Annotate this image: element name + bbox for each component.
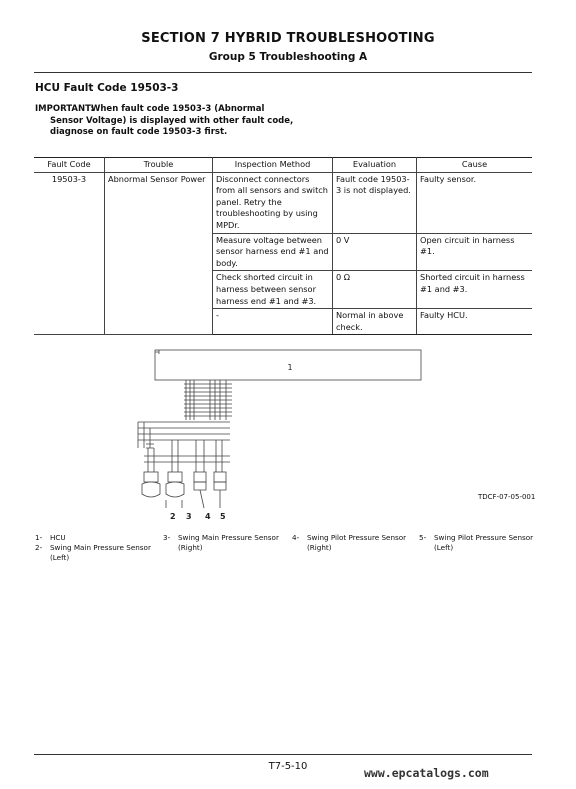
legend-text: HCU <box>50 533 66 542</box>
section-title: SECTION 7 HYBRID TROUBLESHOOTING <box>141 31 435 46</box>
wiring-diagram <box>120 344 430 524</box>
important-line-2: Sensor Voltage) is displayed with other fault code, <box>50 115 294 126</box>
table-row <box>34 172 532 233</box>
inspection-cell: Disconnect connectors from all sensors and switch panel. Retry the troubleshooting by using MPDr. <box>213 172 333 233</box>
legend-text: Swing Main Pressure Sensor <box>178 533 279 542</box>
legend-subtext: (Left) <box>50 553 70 562</box>
fault-table <box>34 157 532 335</box>
column-header: Trouble <box>105 158 213 173</box>
legend-column <box>419 533 544 553</box>
cause-cell: Open circuit in harness #1. <box>417 233 533 271</box>
sensor-3-body <box>166 482 184 497</box>
inspection-cell: Check shorted circuit in harness between sensor harness end #1 and #3. <box>213 271 333 309</box>
diagram-code: TDCF-07-05-001 <box>478 493 536 501</box>
legend-text: Swing Main Pressure Sensor <box>50 543 151 552</box>
sensor-label: 4 <box>205 512 211 521</box>
group-title: Group 5 Troubleshooting A <box>208 51 368 63</box>
cause-cell: Shorted circuit in harness #1 and #3. <box>417 271 533 309</box>
legend-subtext: (Left) <box>434 543 454 552</box>
fault-code-cell: 19503-3 <box>34 172 105 335</box>
inspection-cell: Measure voltage between sensor harness end #1 and body. <box>213 233 333 271</box>
important-line-1: When fault code 19503-3 (Abnormal <box>91 104 265 114</box>
table-header-row <box>34 158 532 173</box>
legend-number: 3- <box>163 533 171 542</box>
column-header: Fault Code <box>34 158 105 173</box>
evaluation-cell: 0 Ω <box>333 271 417 309</box>
legend-number: 5- <box>419 533 427 542</box>
important-note <box>35 104 335 139</box>
footer-divider <box>34 754 532 755</box>
page-number: T7-5-10 <box>268 761 308 772</box>
inspection-cell: - <box>213 309 333 335</box>
legend-text: Swing Pilot Pressure Sensor <box>434 533 534 542</box>
legend-column <box>163 533 288 553</box>
important-line-3: diagnose on fault code 19503-3 first. <box>50 127 228 138</box>
important-label: IMPORTANT: <box>35 104 94 114</box>
cause-cell: Faulty HCU. <box>417 309 533 335</box>
fault-code-heading: HCU Fault Code 19503-3 <box>35 82 179 94</box>
cause-cell: Faulty sensor. <box>417 172 533 233</box>
column-header: Evaluation <box>333 158 417 173</box>
column-header: Inspection Method <box>213 158 333 173</box>
trouble-cell: Abnormal Sensor Power <box>105 172 213 335</box>
sensor-label: 2 <box>170 512 176 521</box>
sensor-label: 5 <box>220 512 226 521</box>
legend-subtext: (Right) <box>307 543 332 552</box>
legend-number: 2- <box>35 543 43 552</box>
legend-text: Swing Pilot Pressure Sensor <box>307 533 407 542</box>
legend-number: 1- <box>35 533 43 542</box>
evaluation-cell: 0 V <box>333 233 417 271</box>
legend-column <box>35 533 160 563</box>
legend-column <box>292 533 417 553</box>
evaluation-cell: Fault code 19503-3 is not displayed. <box>333 172 417 233</box>
legend-number: 4- <box>292 533 300 542</box>
legend-subtext: (Right) <box>178 543 203 552</box>
sensor-2-body <box>142 482 160 497</box>
header-divider <box>34 72 532 73</box>
column-header: Cause <box>417 158 533 173</box>
evaluation-cell: Normal in above check. <box>333 309 417 335</box>
sensor-label: 3 <box>186 512 192 521</box>
hcu-label: 1 <box>287 363 293 372</box>
watermark: www.epcatalogs.com <box>364 766 489 780</box>
